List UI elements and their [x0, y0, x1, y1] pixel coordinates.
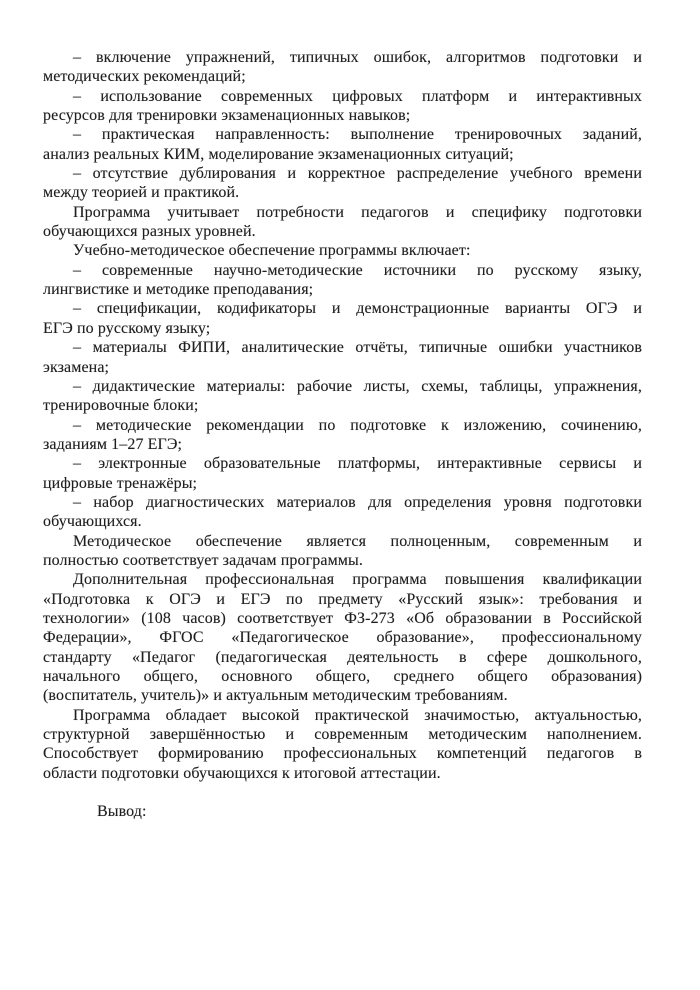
text-line: Федерации», ФГОС «Педагогическое образование», профессиональному: [43, 629, 642, 647]
text-line: – включение упражнений, типичных ошибок, алгоритмов подготовки и: [73, 49, 642, 66]
paragraph: [43, 493, 642, 532]
text-line: – набор диагностических материалов для определения уровня подготовки: [73, 493, 642, 511]
text-line: начального общего, основного общего, среднего общего образования): [43, 668, 642, 685]
text-line: полностью соответствует задачам программы.: [43, 551, 363, 569]
text-line: Методическое обеспечение является полноценным, современным и: [73, 532, 642, 550]
text-line: технологии» (108 часов) соответствует ФЗ-273 «Об образовании в Российской: [43, 609, 642, 627]
text-line: «Подготовка к ОГЭ и ЕГЭ по предмету «Русский язык»: требования и: [43, 590, 642, 608]
paragraph: [43, 48, 642, 87]
text-line: (воспитатель, учитель)» и актуальным методическим требованиям.: [43, 687, 508, 705]
paragraph: [43, 532, 642, 571]
conclusion-label-paragraph: [43, 802, 642, 821]
text-line: заданиям 1–27 ЕГЭ;: [43, 435, 183, 453]
text-line: – использование современных цифровых платформ и интерактивных: [73, 87, 642, 105]
text-line: – методические рекомендации по подготовке к изложению, сочинению,: [73, 416, 642, 434]
document-text-block: [43, 48, 642, 822]
paragraph: [43, 164, 642, 203]
text-line: экзамена;: [43, 358, 110, 376]
text-line: области подготовки обучающихся к итоговой аттестации.: [43, 764, 441, 782]
paragraph: [43, 241, 642, 260]
text-line: тренировочные блоки;: [43, 397, 199, 415]
text-line: – материалы ФИПИ, аналитические отчёты, типичные ошибки участников: [73, 339, 642, 357]
text-line: цифровые тренажёры;: [43, 474, 198, 492]
text-line: структурной завершённостью и современным методическим наполнением.: [43, 726, 642, 744]
text-line: Программа обладает высокой практической значимостью, актуальностью,: [73, 706, 642, 724]
paragraph: [43, 261, 642, 300]
text-line: методических рекомендаций;: [43, 68, 246, 86]
text-line: – современные научно-методические источники по русскому языку,: [73, 261, 642, 279]
text-line: Учебно-методическое обеспечение программы включает:: [73, 242, 471, 260]
paragraph: [43, 377, 642, 416]
text-line: между теорией и практикой.: [43, 184, 240, 202]
text-line: стандарту «Педагог (педагогическая деятельность в сфере дошкольного,: [43, 648, 642, 666]
text-line: ресурсов для тренировки экзаменационных навыков;: [43, 107, 411, 125]
paragraph: [43, 338, 642, 377]
paragraph: [43, 706, 642, 783]
text-line: Вывод:: [97, 803, 147, 821]
paragraph: [43, 87, 642, 126]
text-line: Дополнительная профессиональная программа повышения квалификации: [73, 571, 642, 589]
text-line: анализ реальных КИМ, моделирование экзаменационных ситуаций;: [43, 145, 514, 163]
paragraph: [43, 125, 642, 164]
text-line: обучающихся.: [43, 513, 142, 531]
text-line: – дидактические материалы: рабочие листы, схемы, таблицы, упражнения,: [73, 377, 642, 395]
text-line: – электронные образовательные платформы, интерактивные сервисы и: [73, 455, 642, 473]
text-line: Программа учитывает потребности педагогов и специфику подготовки: [73, 203, 642, 221]
paragraph: [43, 416, 642, 455]
text-line: – отсутствие дублирования и корректное распределение учебного времени: [73, 165, 642, 183]
paragraph: [43, 570, 642, 705]
text-line: Способствует формированию профессиональных компетенций педагогов в: [43, 745, 642, 763]
text-line: обучающихся разных уровней.: [43, 223, 256, 241]
paragraph: [43, 454, 642, 493]
paragraph: [43, 299, 642, 338]
text-line: – спецификации, кодификаторы и демонстрационные варианты ОГЭ и: [73, 300, 642, 318]
text-line: – практическая направленность: выполнение тренировочных заданий,: [73, 126, 642, 144]
text-line: ЕГЭ по русскому языку;: [43, 319, 211, 337]
text-line: лингвистике и методике преподавания;: [43, 281, 314, 299]
paragraph: [43, 203, 642, 242]
